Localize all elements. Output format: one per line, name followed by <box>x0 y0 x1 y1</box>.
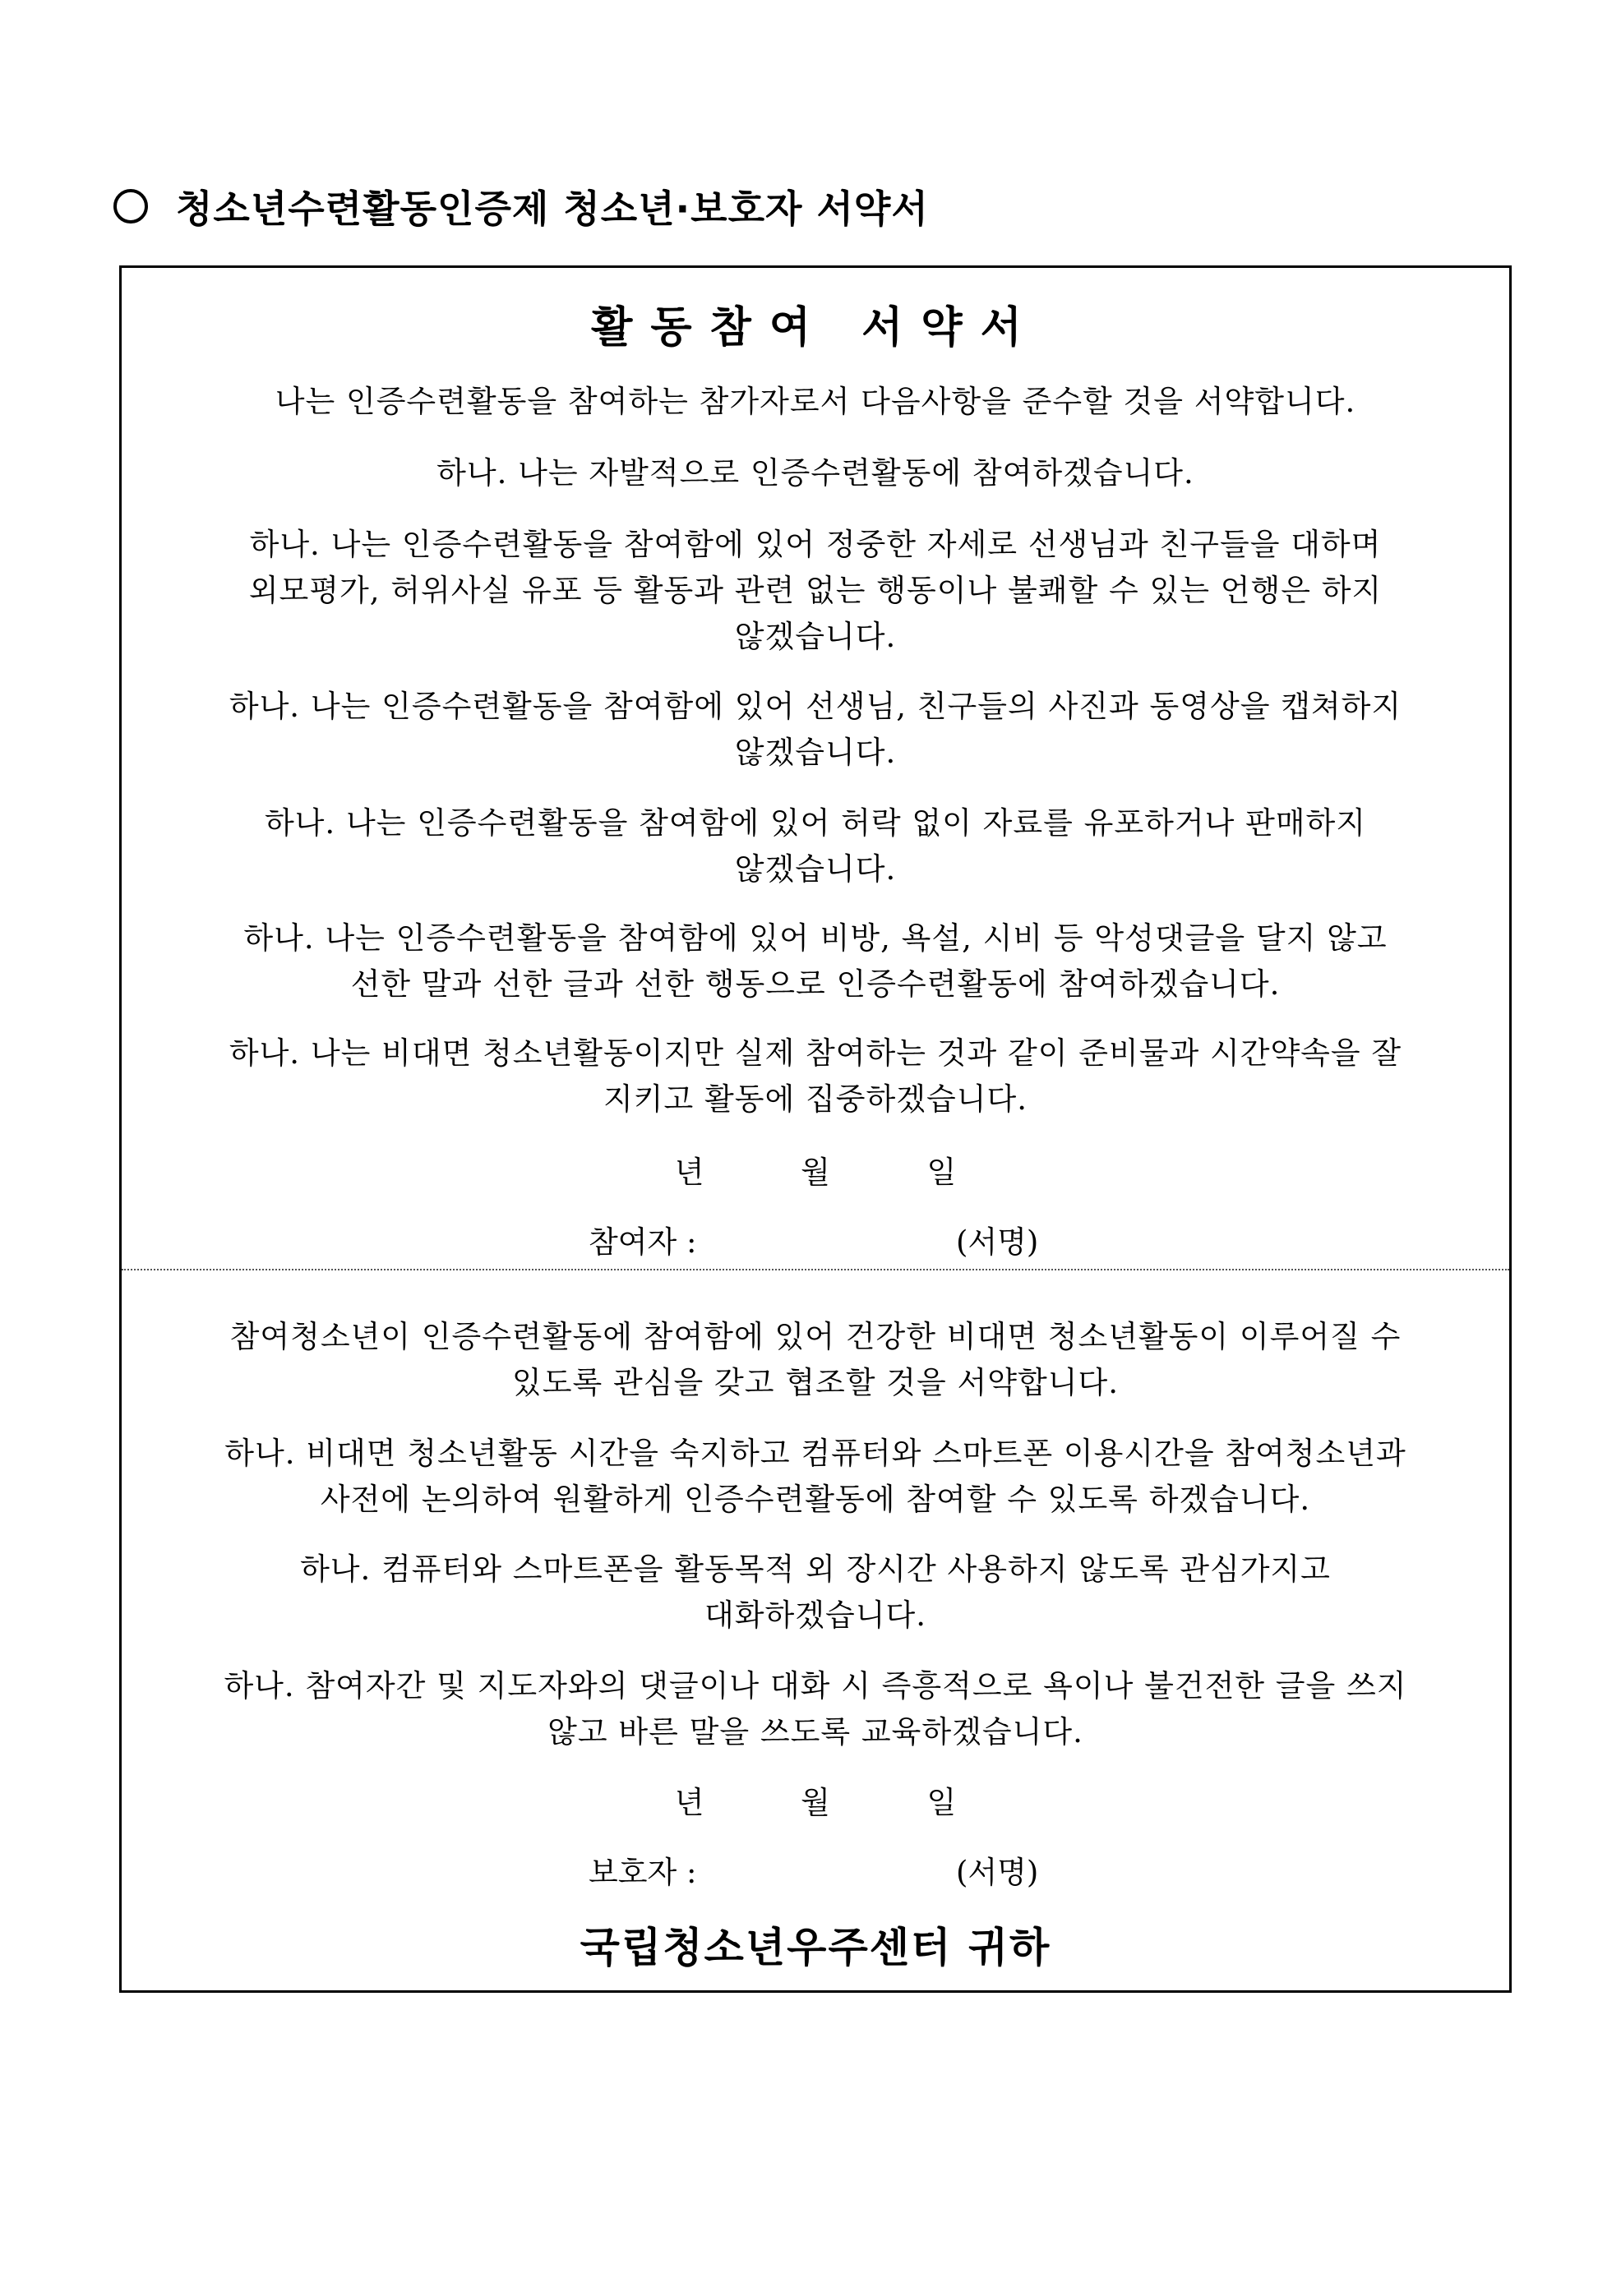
closing-addressee: 국립청소년우주센터 귀하 <box>580 1923 1051 1971</box>
participant-signature-label: (서명) <box>956 1224 1039 1260</box>
participant-label: 참여자 : <box>589 1224 697 1260</box>
guardian-label: 보호자 : <box>589 1855 697 1890</box>
heading-text: 청소년수련활동인증제 청소년·보호자 서약서 <box>176 187 929 231</box>
guardian-date-row <box>122 1780 1509 1826</box>
date-day: 일 <box>926 1785 957 1820</box>
guardian-item-3: 하나. 참여자간 및 지도자와의 댓글이나 대화 시 즉흥적으로 욕이나 불건전한 글을 쓰지 않고 바른 말을 쓰도록 교육하겠습니다. <box>224 1668 1407 1750</box>
document-heading <box>113 179 929 233</box>
pledge-item-6: 하나. 나는 비대면 청소년활동이지만 실제 참여하는 것과 같이 준비물과 시간약속을 잘 지키고 활동에 집중하겠습니다. <box>229 1035 1402 1117</box>
guardian-intro: 참여청소년이 인증수련활동에 참여함에 있어 건강한 비대면 청소년활동이 이루어질 수 있도록 관심을 갖고 협조할 것을 서약합니다. <box>229 1319 1402 1400</box>
section-divider <box>122 1269 1509 1270</box>
pledge-title: 활동참여 서약서 <box>591 302 1040 353</box>
date-year: 년 <box>674 1155 704 1190</box>
date-year: 년 <box>674 1785 704 1820</box>
guardian-item-1: 하나. 비대면 청소년활동 시간을 숙지하고 컴퓨터와 스마트폰 이용시간을 참여청소년과 사전에 논의하여 원활하게 인증수련활동에 참여할 수 있도록 하겠습니다. <box>224 1436 1406 1517</box>
pledge-item-3: 하나. 나는 인증수련활동을 참여함에 있어 선생님, 친구들의 사진과 동영상을 캡쳐하지 않겠습니다. <box>229 689 1402 770</box>
guardian-signature-label: (서명) <box>956 1855 1039 1890</box>
guardian-item-2: 하나. 컴퓨터와 스마트폰을 활동목적 외 장시간 사용하지 않도록 관심가지고 대화하겠습니다. <box>300 1551 1331 1633</box>
pledge-item-1: 하나. 나는 자발적으로 인증수련활동에 참여하겠습니다. <box>436 455 1194 491</box>
pledge-item-5: 하나. 나는 인증수련활동을 참여함에 있어 비방, 욕설, 시비 등 악성댓글을 달지 않고 선한 말과 선한 글과 선한 행동으로 인증수련활동에 참여하겠습니다. <box>243 920 1388 1002</box>
pledge-item-4: 하나. 나는 인증수련활동을 참여함에 있어 허락 없이 자료를 유포하거나 판매하지 않겠습니다. <box>264 805 1367 887</box>
pledge-date-row <box>122 1150 1509 1196</box>
pledge-item-2: 하나. 나는 인증수련활동을 참여함에 있어 정중한 자세로 선생님과 친구들을 대하며 외모평가, 허위사실 유포 등 활동과 관련 없는 행동이나 불쾌할 수 있는 언행은 하지 않겠습니다. <box>248 527 1383 654</box>
date-day: 일 <box>926 1155 957 1190</box>
date-month: 월 <box>801 1155 830 1190</box>
pledge-form-box <box>119 265 1512 1993</box>
circle-bullet-icon <box>113 189 148 224</box>
date-month: 월 <box>801 1785 830 1820</box>
pledge-intro: 나는 인증수련활동을 참여하는 참가자로서 다음사항을 준수할 것을 서약합니다. <box>275 384 1356 419</box>
